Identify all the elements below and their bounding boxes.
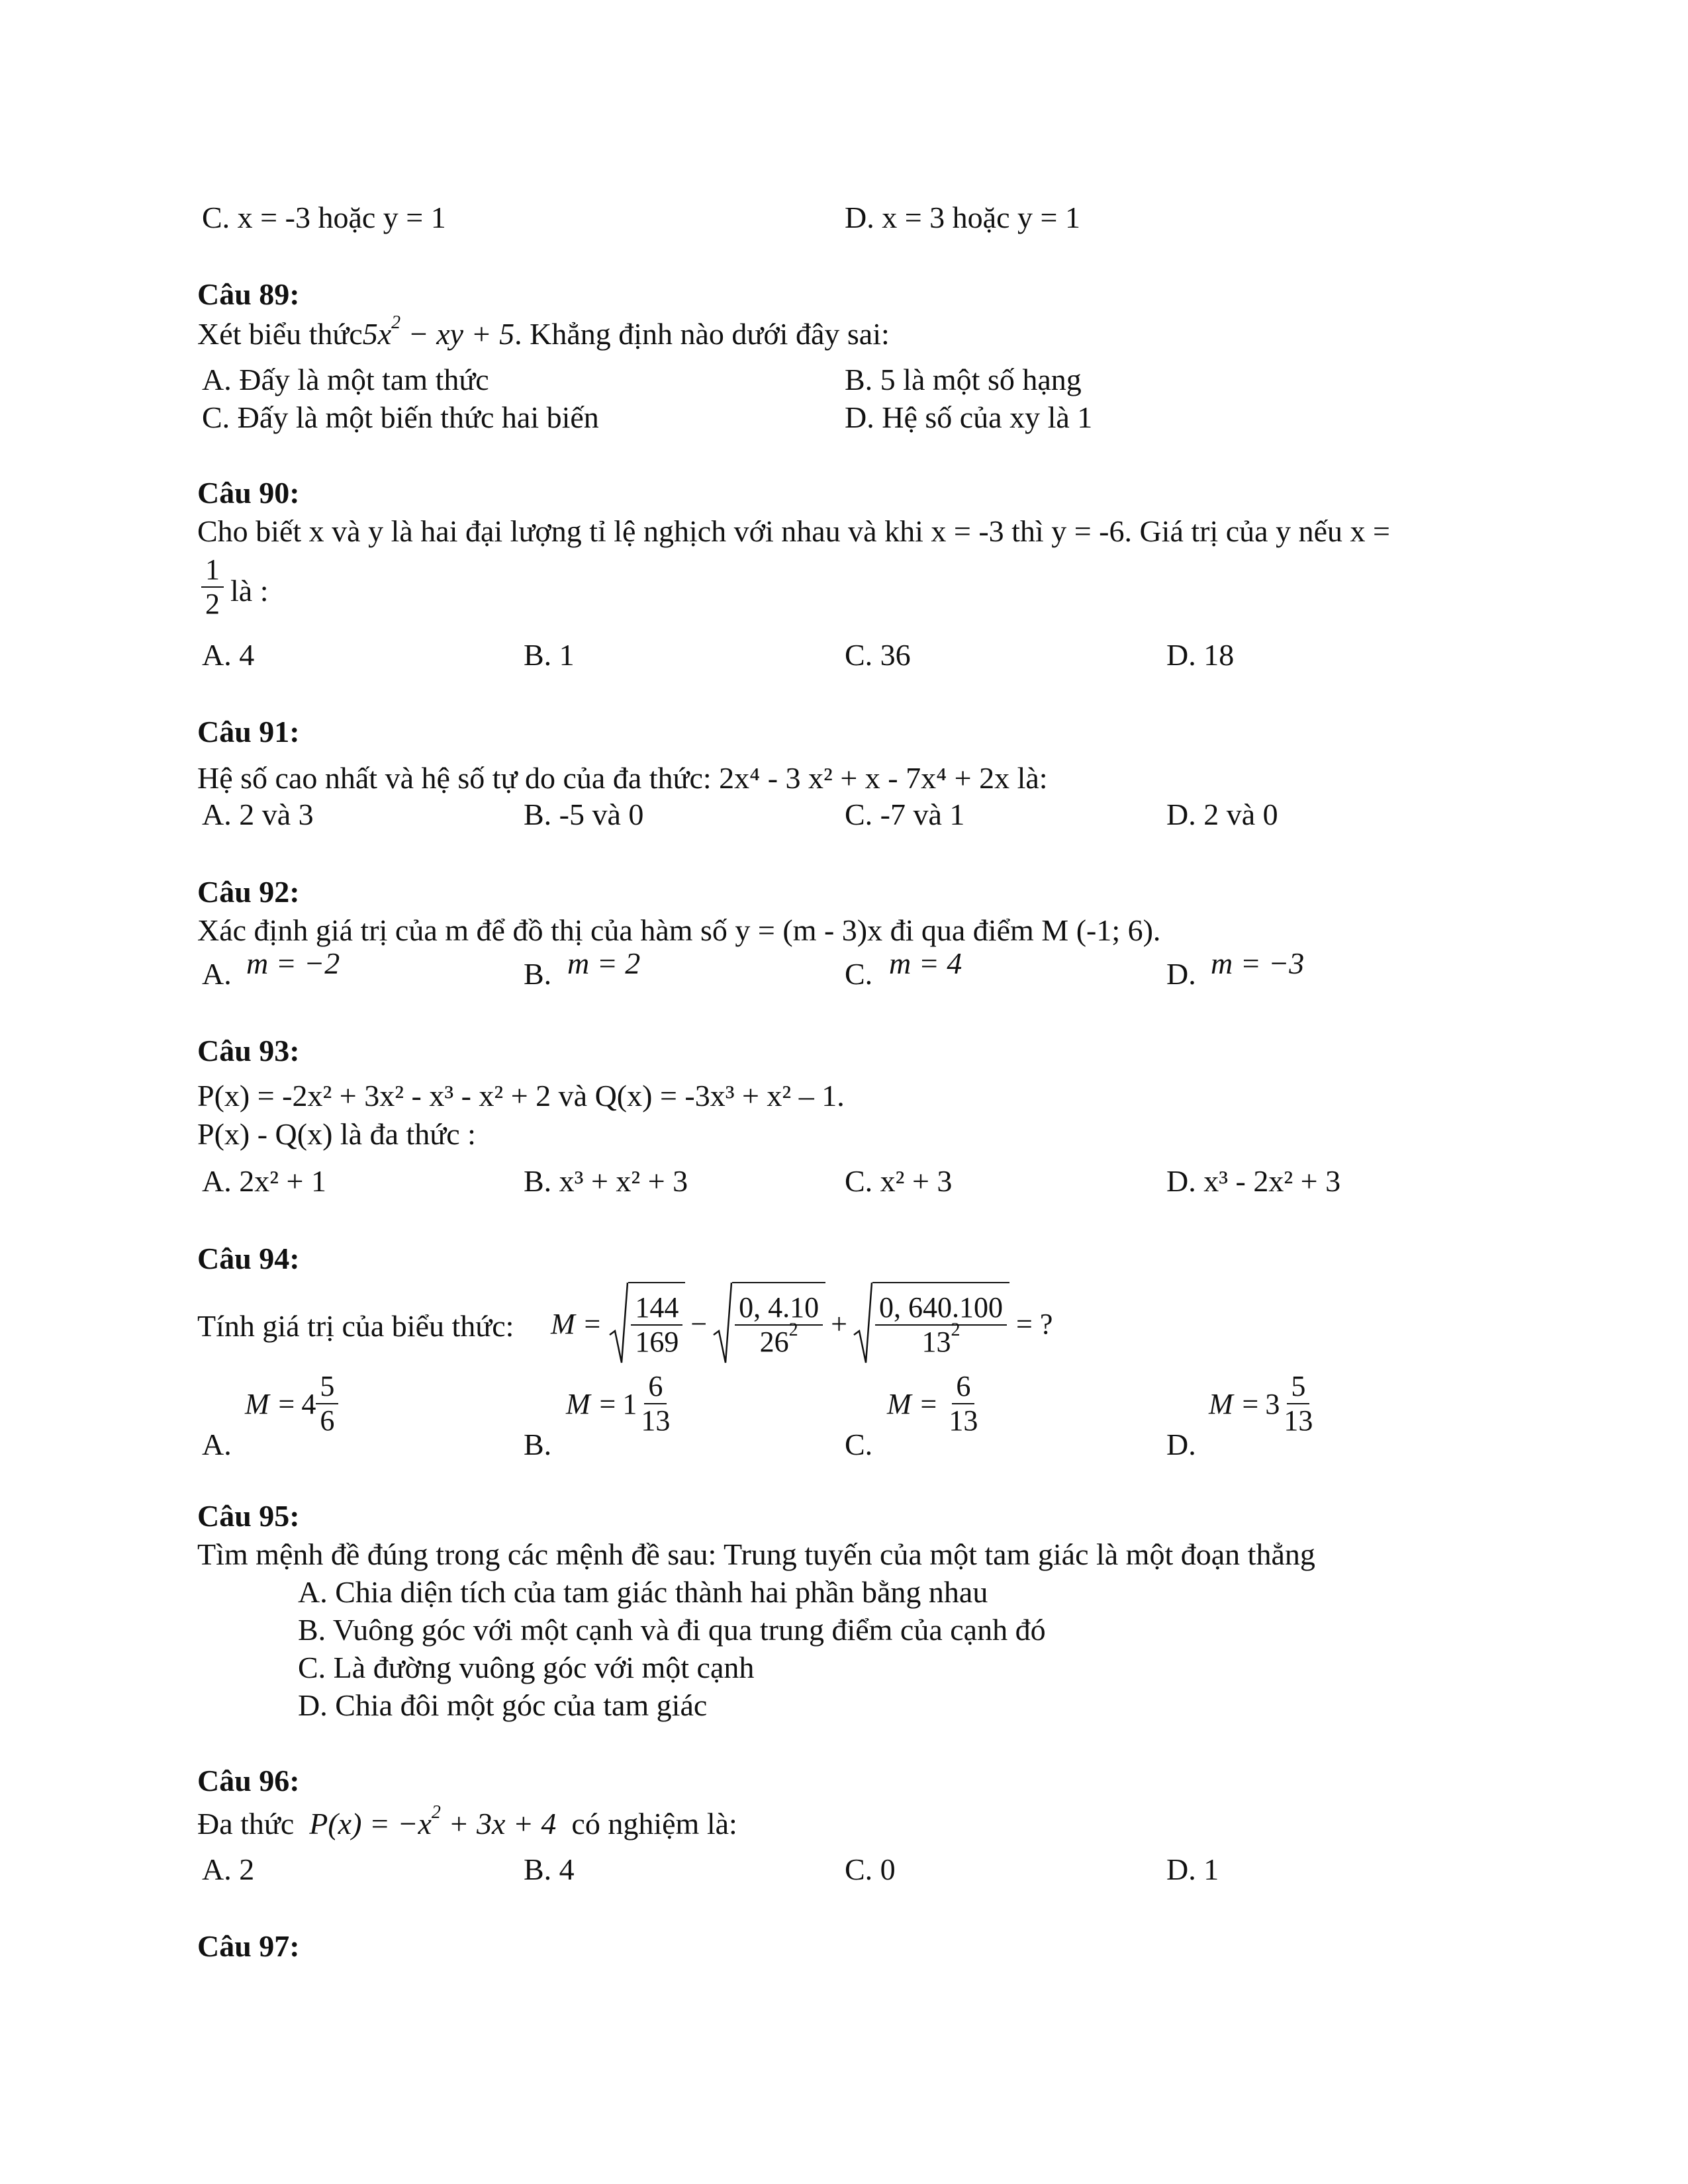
question-title: Câu 94: (197, 1242, 300, 1275)
root-numerator: 0, 4.10 (735, 1291, 823, 1326)
option-b[interactable]: m = 2 (567, 946, 641, 980)
stem-expression: M = $\frac{144}{169}$ − $\frac{0, 4.10}{26^2}$ + $\frac{0, 640.100}{13^2}$ = ? (551, 1277, 1053, 1370)
square-root: $\frac{0, 640.100}{13^2}$ (853, 1282, 1009, 1365)
option-d-letter[interactable]: D. (1166, 1428, 1196, 1461)
stem-suffix: có nghiệm là: (571, 1807, 737, 1841)
option-b[interactable]: B. x³ + x² + 3 (524, 1164, 688, 1198)
option-a[interactable]: A. 2x² + 1 (202, 1164, 326, 1198)
question-stem: Cho biết x và y là hai đại lượng tỉ lệ nghịch với nhau và khi x = -3 thì y = -6. Giá trị của y nếu x = (197, 514, 1390, 548)
option-a[interactable]: M = 4 $\frac{5}{6}$ (245, 1370, 338, 1437)
stem-expression: $P(x) = -x^2 + 3x + 4$ (309, 1802, 557, 1841)
option-d[interactable]: D. 2 và 0 (1166, 797, 1278, 831)
option-b[interactable]: B. 4 (524, 1852, 575, 1886)
question-title: Câu 92: (197, 875, 300, 909)
question-title: Câu 97: (197, 1929, 300, 1963)
question-stem: Xác định giá trị của m để đồ thị của hàm số y = (m - 3)x đi qua điểm M (-1; 6). (197, 913, 1161, 947)
stem-prefix: Tính giá trị của biểu thức: (197, 1309, 514, 1343)
option-d[interactable]: D. Chia đôi một góc của tam giác (298, 1688, 708, 1722)
option-c[interactable]: C. Đấy là một biến thức hai biến (202, 400, 599, 434)
stem-prefix: Đa thức (197, 1807, 295, 1841)
option-c[interactable]: C. -7 và 1 (845, 797, 965, 831)
option-b[interactable]: M = 1 $\frac{6}{13}$ (566, 1370, 671, 1437)
option-d[interactable]: D. 1 (1166, 1852, 1219, 1886)
option-c[interactable]: C. 0 (845, 1852, 896, 1886)
root-denominator: 26 (759, 1326, 789, 1358)
stem-expression: $5x^2$ − xy + 5 (362, 312, 515, 351)
question-title: Câu 91: (197, 715, 300, 749)
option-d[interactable]: m = −3 (1211, 946, 1305, 980)
question-stem: Hệ số cao nhất và hệ số tự do của đa thức: 2x⁴ - 3 x² + x - 7x⁴ + 2x là: (197, 761, 1048, 795)
option-d[interactable]: D. x³ - 2x² + 3 (1166, 1164, 1341, 1198)
option-d[interactable]: D. 18 (1166, 638, 1235, 672)
option-a[interactable]: A. Chia diện tích của tam giác thành hai phần bằng nhau (298, 1575, 988, 1609)
question-stem-2: P(x) - Q(x) là đa thức : (197, 1117, 476, 1151)
option-b-letter[interactable]: B. (524, 957, 552, 991)
fraction-denominator: 2 (205, 588, 220, 620)
option-c-letter[interactable]: C. (845, 957, 873, 991)
option-a[interactable]: A. 2 và 3 (202, 797, 314, 831)
option-b[interactable]: B. 1 (524, 638, 575, 672)
question-title: Câu 89: (197, 277, 300, 311)
question-title: Câu 90: (197, 476, 300, 510)
question-stem: P(x) = -2x² + 3x² - x³ - x² + 2 và Q(x) = -3x³ + x² – 1. (197, 1079, 845, 1113)
root-denominator: 13 (921, 1326, 951, 1358)
option-c[interactable]: C. 36 (845, 638, 911, 672)
option-d[interactable]: D. x = 3 hoặc y = 1 (845, 201, 1080, 234)
option-b-letter[interactable]: B. (524, 1428, 552, 1461)
question-stem (197, 312, 890, 353)
option-a[interactable]: A. 4 (202, 638, 255, 672)
square-root: $\frac{0, 4.10}{26^2}$ (712, 1282, 825, 1365)
option-b[interactable]: B. 5 là một số hạng (845, 363, 1082, 396)
question-stem: Tìm mệnh đề đúng trong các mệnh đề sau: Trung tuyến của một tam giác là một đoạn thẳng (197, 1537, 1315, 1571)
question-title: Câu 93: (197, 1034, 300, 1068)
question-stem (197, 1802, 737, 1843)
option-d[interactable]: D. Hệ số của xy là 1 (845, 400, 1093, 434)
option-a[interactable]: m = −2 (246, 946, 340, 980)
option-c[interactable]: M = $\frac{6}{13}$ (887, 1370, 978, 1437)
fraction (201, 553, 224, 621)
option-c[interactable]: C. x = -3 hoặc y = 1 (202, 201, 446, 234)
option-c[interactable]: m = 4 (889, 946, 962, 980)
option-c[interactable]: C. Là đường vuông góc với một cạnh (298, 1651, 755, 1684)
option-a[interactable]: A. Đấy là một tam thức (202, 363, 489, 396)
option-b[interactable]: B. -5 và 0 (524, 797, 644, 831)
option-d-letter[interactable]: D. (1166, 957, 1196, 991)
option-a-letter[interactable]: A. (202, 1428, 232, 1461)
question-title: Câu 95: (197, 1499, 300, 1533)
option-c[interactable]: C. x² + 3 (845, 1164, 953, 1198)
square-root (608, 1282, 685, 1365)
question-title: Câu 96: (197, 1764, 300, 1797)
fraction-numerator: 1 (201, 553, 224, 588)
root-numerator: 0, 640.100 (875, 1291, 1007, 1326)
stem-suffix: . Khẳng định nào dưới đây sai: (514, 317, 890, 351)
option-a-letter[interactable]: A. (202, 957, 232, 991)
option-b[interactable]: B. Vuông góc với một cạnh và đi qua trung điểm của cạnh đó (298, 1613, 1046, 1647)
option-d[interactable]: M = 3 $\frac{5}{13}$ (1209, 1370, 1313, 1437)
stem-prefix: Xét biểu thức (197, 317, 363, 351)
option-a[interactable]: A. 2 (202, 1852, 255, 1886)
stem-end: là : (230, 574, 269, 608)
root-numerator: 144 (631, 1291, 682, 1326)
option-c-letter[interactable]: C. (845, 1428, 873, 1461)
root-denominator: 169 (635, 1326, 679, 1358)
